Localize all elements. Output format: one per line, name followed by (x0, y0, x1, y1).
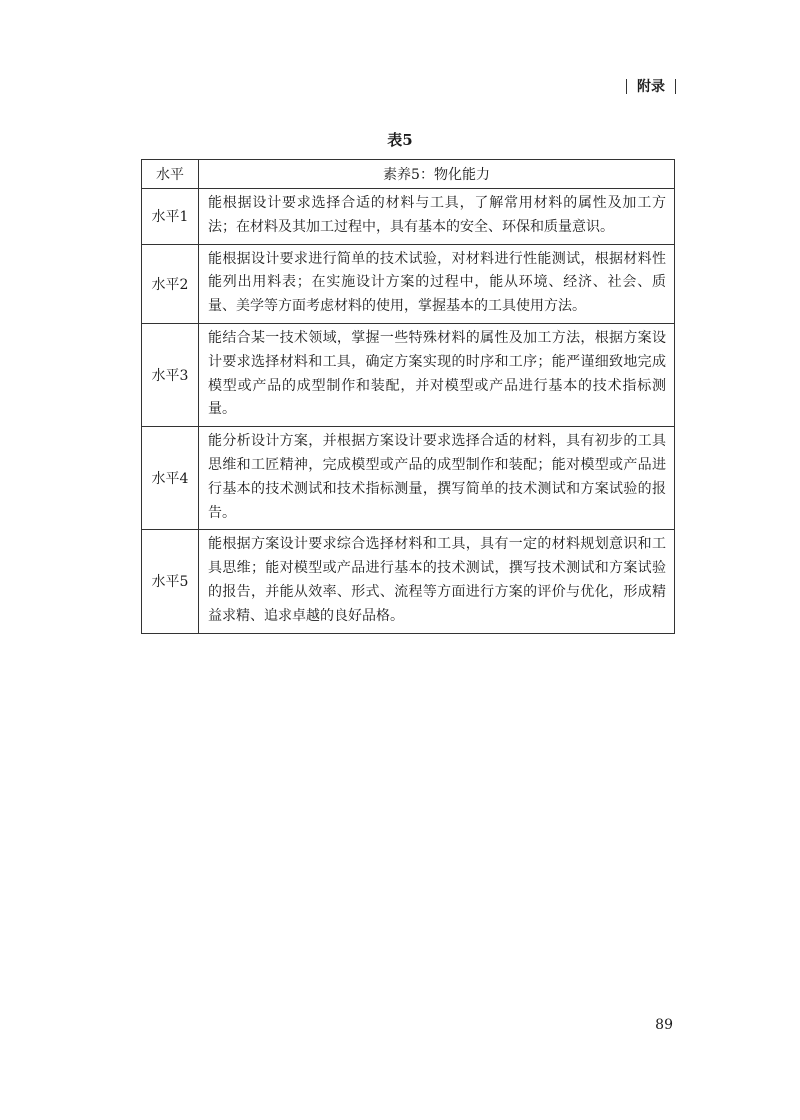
section-title: 附录 (637, 79, 665, 95)
description-cell: 能根据设计要求选择合适的材料与工具，了解常用材料的属性及加工方法；在材料及其加工过程中，具有基本的安全、环保和质量意识。 (199, 189, 675, 245)
column-header-description: 素养5：物化能力 (199, 160, 675, 189)
table-row (142, 323, 675, 426)
description-cell: 能根据设计要求进行简单的技术试验，对材料进行性能测试，根据材料性能列出用料表；在实施设计方案的过程中，能从环境、经济、社会、质量、美学等方面考虑材料的使用，掌握基本的工具使用方法。 (199, 244, 675, 323)
table-header-row (142, 160, 675, 189)
description-cell: 能根据方案设计要求综合选择材料和工具，具有一定的材料规划意识和工具思维；能对模型或产品进行基本的技术测试，撰写技术测试和方案试验的报告，并能从效率、形式、流程等方面进行方案的评价与优化，形成精益求精、追求卓越的良好品格。 (199, 530, 675, 633)
description-cell: 能分析设计方案，并根据方案设计要求选择合适的材料，具有初步的工具思维和工匠精神，完成模型或产品的成型制作和装配；能对模型或产品进行基本的技术测试和技术指标测量，撰写简单的技术测试和方案试验的报告。 (199, 427, 675, 530)
header-left-rule (626, 79, 627, 94)
level-cell: 水平1 (142, 189, 199, 245)
table-caption: 表5 (387, 131, 413, 149)
level-cell: 水平4 (142, 427, 199, 530)
running-header (626, 76, 676, 96)
header-right-rule (675, 79, 676, 94)
competency-level-table (141, 159, 675, 634)
table-row (142, 189, 675, 245)
table-row (142, 427, 675, 530)
table-row (142, 530, 675, 633)
level-cell: 水平5 (142, 530, 199, 633)
page-number: 89 (655, 1017, 673, 1033)
table-row (142, 244, 675, 323)
description-cell: 能结合某一技术领域，掌握一些特殊材料的属性及加工方法，根据方案设计要求选择材料和工具，确定方案实现的时序和工序；能严谨细致地完成模型或产品的成型制作和装配，并对模型或产品进行基本的技术指标测量。 (199, 323, 675, 426)
column-header-level: 水平 (142, 160, 199, 189)
level-cell: 水平2 (142, 244, 199, 323)
level-cell: 水平3 (142, 323, 199, 426)
